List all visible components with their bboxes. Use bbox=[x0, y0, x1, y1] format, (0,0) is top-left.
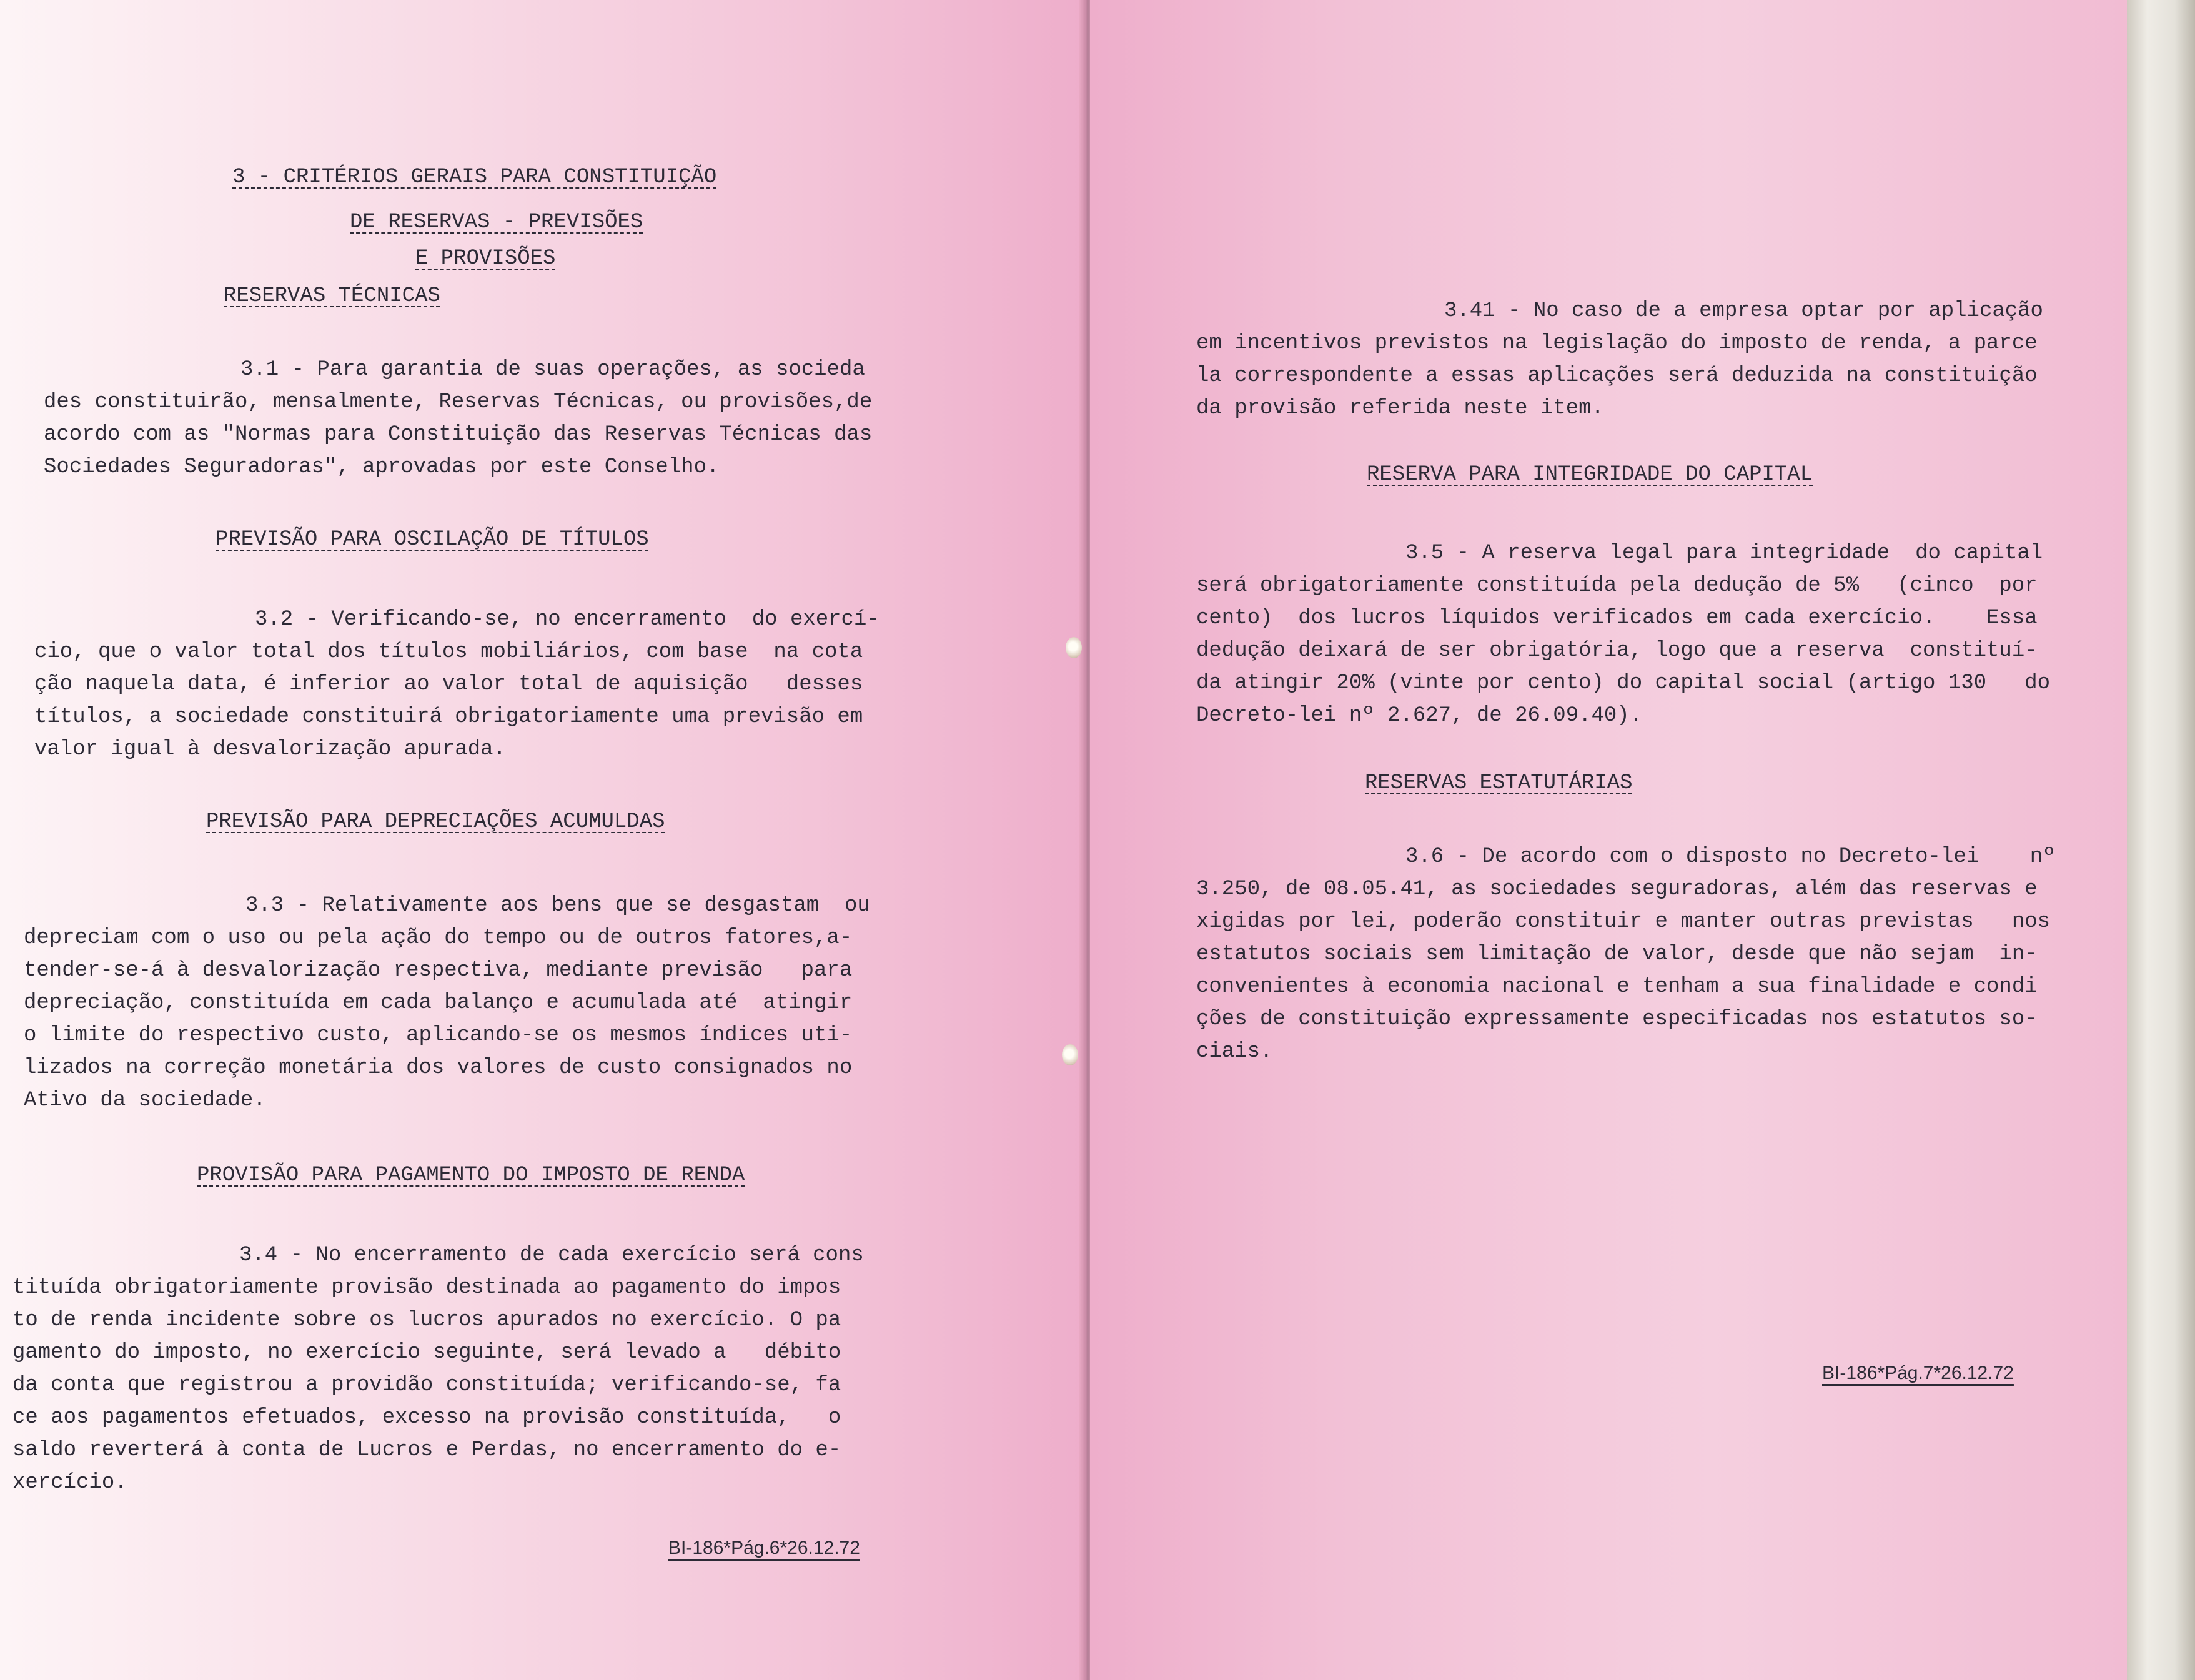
paragraph-line: 3.6 - De acordo com o disposto no Decreto-lei nº bbox=[1405, 845, 2056, 869]
paragraph-line: acordo com as "Normas para Constituição das Reservas Técnicas das bbox=[44, 423, 873, 447]
paragraph-line: o limite do respectivo custo, aplicando-se os mesmos índices uti- bbox=[24, 1024, 853, 1047]
heading-provisao-imposto: PROVISÃO PARA PAGAMENTO DO IMPOSTO DE RENDA bbox=[197, 1164, 745, 1187]
page-edge bbox=[2127, 0, 2195, 1680]
left-page bbox=[0, 0, 1084, 1680]
paragraph-line: será obrigatoriamente constituída pela dedução de 5% (cinco por bbox=[1196, 574, 2038, 598]
binding-hole bbox=[1062, 1044, 1078, 1065]
paragraph-line: dedução deixará de ser obrigatória, logo que a reserva constituí- bbox=[1196, 639, 2038, 663]
paragraph-line: lizados na correção monetária dos valores de custo consignados no bbox=[24, 1056, 853, 1080]
paragraph-line: saldo reverterá à conta de Lucros e Perdas, no encerramento do e- bbox=[12, 1438, 841, 1462]
paragraph-line: valor igual à desvalorização apurada. bbox=[34, 738, 506, 761]
paragraph-line: depreciação, constituída em cada balanço e acumulada até atingir bbox=[24, 991, 853, 1015]
paragraph-line: ções de constituição expressamente especificadas nos estatutos so- bbox=[1196, 1007, 2038, 1031]
paragraph-line: da atingir 20% (vinte por cento) do capital social (artigo 130 do bbox=[1196, 671, 2051, 695]
paragraph-line: estatutos sociais sem limitação de valor, desde que não sejam in- bbox=[1196, 942, 2038, 966]
paragraph-line: ção naquela data, é inferior ao valor total de aquisição desses bbox=[34, 673, 863, 696]
section-title-line-1: 3 - CRITÉRIOS GERAIS PARA CONSTITUIÇÃO bbox=[232, 166, 717, 189]
heading-reservas-tecnicas: RESERVAS TÉCNICAS bbox=[224, 284, 440, 308]
paragraph-line: 3.4 - No encerramento de cada exercício será cons bbox=[239, 1243, 864, 1267]
paragraph-line: ciais. bbox=[1196, 1040, 1273, 1064]
paragraph-line: 3.2 - Verificando-se, no encerramento do exercí- bbox=[255, 608, 879, 631]
heading-previsao-depreciacoes: PREVISÃO PARA DEPRECIAÇÕES ACUMULDAS bbox=[206, 810, 665, 834]
paragraph-line: da provisão referida neste item. bbox=[1196, 397, 1604, 420]
right-page bbox=[1090, 0, 2127, 1680]
paragraph-line: 3.3 - Relativamente aos bens que se desgastam ou bbox=[245, 894, 870, 917]
paragraph-line: em incentivos previstos na legislação do imposto de renda, a parce bbox=[1196, 332, 2038, 355]
paragraph-line: depreciam com o uso ou pela ação do tempo ou de outros fatores,a- bbox=[24, 926, 853, 950]
paragraph-line: Decreto-lei nº 2.627, de 26.09.40). bbox=[1196, 704, 1643, 728]
page-footer-right: BI-186*Pág.7*26.12.72 bbox=[1822, 1363, 2014, 1383]
paragraph-line: Ativo da sociedade. bbox=[24, 1089, 266, 1112]
heading-reservas-estatutarias: RESERVAS ESTATUTÁRIAS bbox=[1365, 771, 1633, 795]
heading-reserva-integridade: RESERVA PARA INTEGRIDADE DO CAPITAL bbox=[1367, 463, 1813, 487]
paragraph-line: des constituirão, mensalmente, Reservas Técnicas, ou provisões,de bbox=[44, 390, 873, 414]
paragraph-line: títulos, a sociedade constituirá obrigatoriamente uma previsão em bbox=[34, 705, 863, 729]
section-title-line-3: E PROVISÕES bbox=[415, 247, 556, 270]
paragraph-line: da conta que registrou a providão constituída; verificando-se, fa bbox=[12, 1373, 841, 1397]
paragraph-line: 3.250, de 08.05.41, as sociedades seguradoras, além das reservas e bbox=[1196, 877, 2038, 901]
paragraph-line: tituída obrigatoriamente provisão destinada ao pagamento do impos bbox=[12, 1276, 841, 1300]
paragraph-line: cio, que o valor total dos títulos mobiliários, com base na cota bbox=[34, 640, 863, 664]
page-footer-left: BI-186*Pág.6*26.12.72 bbox=[668, 1538, 860, 1558]
paragraph-line: 3.1 - Para garantia de suas operações, as socieda bbox=[240, 358, 865, 382]
paragraph-line: cento) dos lucros líquidos verificados em cada exercício. Essa bbox=[1196, 606, 2038, 630]
paragraph-line: xigidas por lei, poderão constituir e manter outras previstas nos bbox=[1196, 910, 2051, 934]
paragraph-line: tender-se-á à desvalorização respectiva, mediante previsão para bbox=[24, 959, 853, 982]
paragraph-line: gamento do imposto, no exercício seguinte, será levado a débito bbox=[12, 1341, 841, 1365]
paragraph-line: ce aos pagamentos efetuados, excesso na provisão constituída, o bbox=[12, 1406, 841, 1430]
paragraph-line: la correspondente a essas aplicações será deduzida na constituição bbox=[1196, 364, 2038, 388]
paragraph-line: 3.5 - A reserva legal para integridade do capital bbox=[1405, 541, 2043, 565]
binding-hole bbox=[1066, 637, 1082, 658]
paragraph-line: to de renda incidente sobre os lucros apurados no exercício. O pa bbox=[12, 1308, 841, 1332]
paragraph-line: xercício. bbox=[12, 1471, 127, 1495]
section-title-line-2: DE RESERVAS - PREVISÕES bbox=[350, 210, 643, 234]
paragraph-line: convenientes à economia nacional e tenham a sua finalidade e condi bbox=[1196, 975, 2038, 999]
heading-previsao-oscilacao: PREVISÃO PARA OSCILAÇÃO DE TÍTULOS bbox=[216, 528, 649, 551]
paragraph-line: 3.41 - No caso de a empresa optar por aplicação bbox=[1444, 299, 2043, 323]
paragraph-line: Sociedades Seguradoras", aprovadas por este Conselho. bbox=[44, 455, 720, 479]
